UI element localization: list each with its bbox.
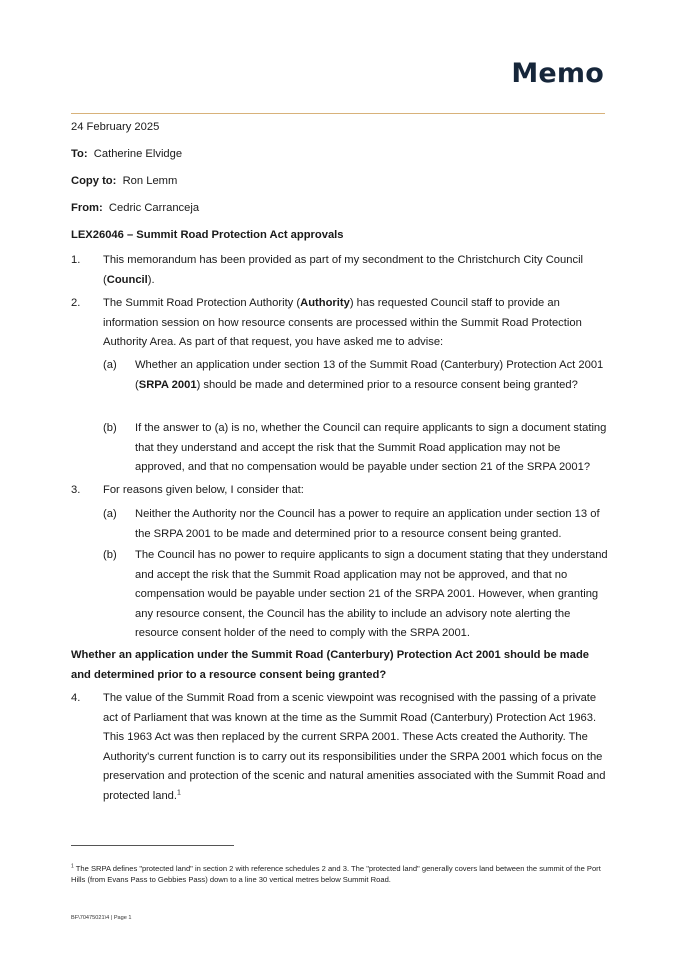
section-heading: Whether an application under the Summit Road (Canterbury) Protection Act 2001 should be made and determined prior to a resource consent being granted? [71,649,590,681]
sub-label: (a) [103,359,117,371]
paragraph-2: 2. The Summit Road Protection Authority (Authority) has requested Council staff to provide an information session on how resource consents are processed within the Summit Road Protection Authority Area. As part of that request, you have asked me to advise: [71,294,611,353]
from-value: Cedric Carranceja [108,202,200,214]
copy-line [71,175,177,187]
paragraph-number: 1. [71,254,81,266]
defined-term: Council [106,273,148,286]
to-line [71,148,182,160]
memo-title: Memo [511,58,604,89]
paragraph-3b: (b) The Council has no power to require applicants to sign a document stating that they understand and accept the risk that the Summit Road application may not be approved, and that no compensation would be payable under section 21 of the SRPA 2001. However, when granting any resource consent, the Council has the ability to include an advisory note alerting the resource consent holder of the need to comply with the SRPA 2001. [103,546,608,644]
memo-subject: LEX26046 – Summit Road Protection Act approvals [71,229,344,241]
paragraph-number: 4. [71,692,81,704]
page-footer: BF\70475021\4 | Page 1 [71,915,132,921]
footnote-separator [71,845,234,846]
header-rule [71,113,605,114]
paragraph-2b: (b) If the answer to (a) is no, whether the Council can require applicants to sign a document stating that they understand and accept the risk that the Summit Road application may not be approved, and that no compensation would be payable under section 21 of the SRPA 2001? [103,419,608,478]
footnote-reference[interactable]: 1 [177,788,181,796]
to-label: To: [71,148,88,160]
footnote-marker: 1 [71,863,74,870]
paragraph-3: 3. For reasons given below, I consider that: [71,481,611,501]
paragraph-number: 3. [71,484,81,496]
copy-value: Ron Lemm [122,175,178,187]
from-line [71,202,199,214]
sub-label: (a) [103,508,117,520]
paragraph-3a: (a) Neither the Authority nor the Council has a power to require an application under section 13 of the SRPA 2001 to be made and determined prior to a resource consent being granted. [103,505,608,544]
footnote: $^1$ The SRPA defines "protected land" in section 2 with reference schedules 2 and 3. The "protected land" generally covers land between the summit of the Port Hills (from Evans Pass to Gebbies Pass) down to a line 30 vertical metres below Summit Road. [71,863,601,884]
copy-label: Copy to: [71,175,117,187]
paragraph-1: 1. This memorandum has been provided as part of my secondment to the Christchurch City Council (Council). [71,251,611,290]
memo-date: 24 February 2025 [71,121,160,133]
sub-label: (b) [103,549,117,561]
paragraph-2a: (a) Whether an application under section 13 of the Summit Road (Canterbury) Protection Act 2001 (SRPA 2001) should be made and determined prior to a resource consent being granted? [103,356,608,395]
defined-term: SRPA 2001 [138,378,197,391]
defined-term: Authority [300,297,350,309]
paragraph-number: 2. [71,297,81,309]
paragraph-4: 4. The value of the Summit Road from a scenic viewpoint was recognised with the passing of a private act of Parliament that was known at the time as the Summit Road (Canterbury) Protection Act 1963. This 1963 Act was then replaced by the current SRPA 2001. These Acts created the Authority. The Authority's current function is to carry out its responsibilities under the SRPA 2001 which focus on the preservation and protection of the scenic and natural amenities associated with the Summit Road and protected land.$^1$ [71,689,611,806]
to-value: Catherine Elvidge [93,148,183,160]
sub-label: (b) [103,422,117,434]
from-label: From: [71,202,103,214]
